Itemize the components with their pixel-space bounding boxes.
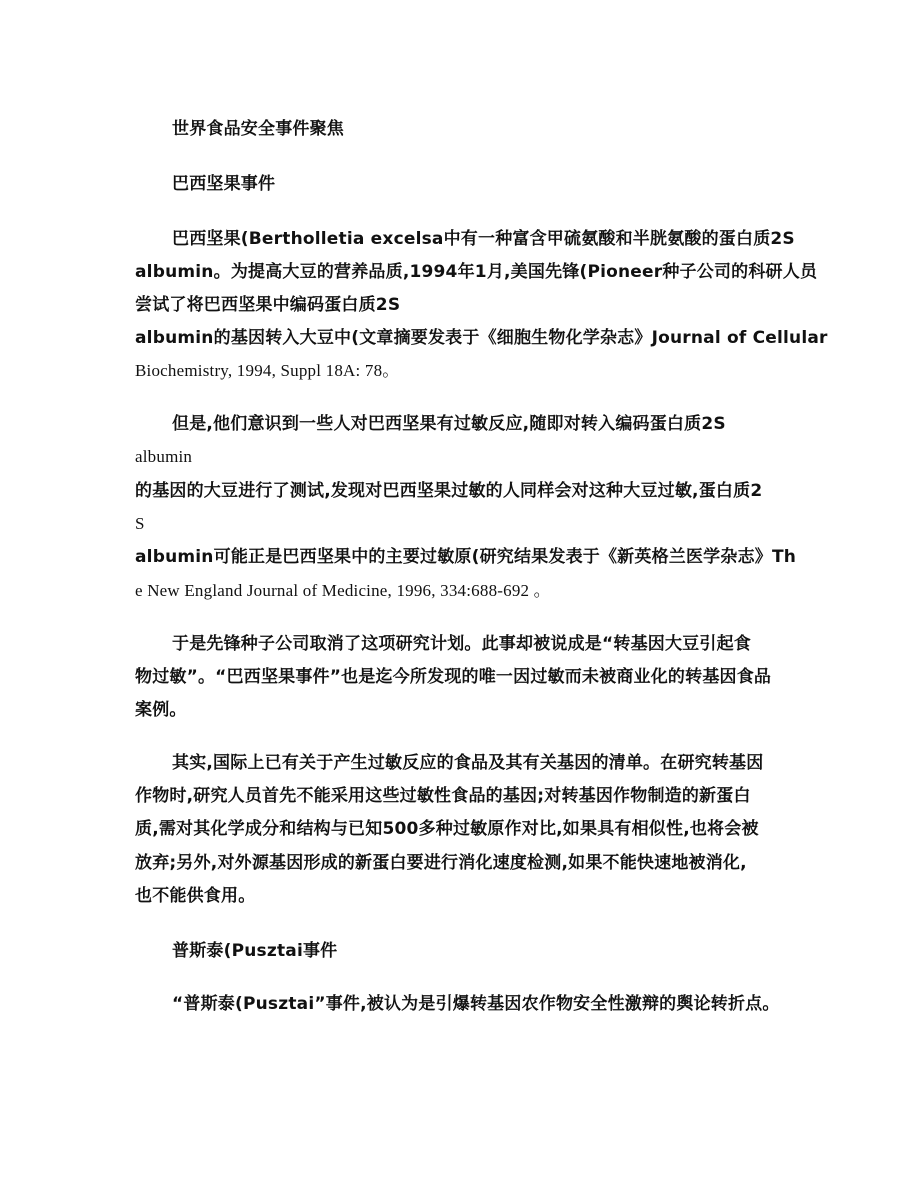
paragraph-line: 其实,国际上已有关于产生过敏反应的食品及其有关基因的清单。在研究转基因 [172, 753, 764, 773]
paragraph-line: e New England Journal of Medicine, 1996, 334:688-692 。 [135, 581, 551, 600]
document-heading: 世界食品安全事件聚焦 [172, 119, 344, 139]
paragraph-line: 也不能供食用。 [135, 886, 256, 906]
paragraph-line: 作物时,研究人员首先不能采用这些过敏性食品的基因;对转基因作物制造的新蛋白 [135, 786, 751, 806]
paragraph-line: Biochemistry, 1994, Suppl 18A: 78。 [135, 361, 400, 380]
paragraph-line: 质,需对其化学成分和结构与已知500多种过敏原作对比,如果具有相似性,也将会被 [135, 819, 759, 839]
paragraph-line: “普斯泰(Pusztai”事件,被认为是引爆转基因农作物安全性激辩的舆论转折点。 [172, 994, 780, 1014]
paragraph-line: S [135, 514, 145, 533]
paragraph-line: 但是,他们意识到一些人对巴西坚果有过敏反应,随即对转入编码蛋白质2S [172, 414, 726, 434]
paragraph-line: 尝试了将巴西坚果中编码蛋白质2S [135, 295, 401, 315]
paragraph-line: 巴西坚果(Bertholletia excelsa中有一种富含甲硫氨酸和半胱氨酸的蛋白质2S [172, 229, 795, 249]
paragraph-line: 案例。 [135, 700, 187, 720]
paragraph-line: 物过敏”。“巴西坚果事件”也是迄今所发现的唯一因过敏而未被商业化的转基因食品 [135, 667, 772, 687]
paragraph-line: albumin的基因转入大豆中(文章摘要发表于《细胞生物化学杂志》Journal of Cellular [135, 328, 828, 348]
paragraph-line: albumin。为提高大豆的营养品质,1994年1月,美国先锋(Pioneer种子公司的科研人员 [135, 262, 818, 282]
section-title-brazil-nut: 巴西坚果事件 [172, 174, 276, 194]
section-title-pusztai: 普斯泰(Pusztai事件 [172, 941, 338, 961]
paragraph-line: 放弃;另外,对外源基因形成的新蛋白要进行消化速度检测,如果不能快速地被消化, [135, 853, 747, 873]
paragraph-line: albumin可能正是巴西坚果中的主要过敏原(研究结果发表于《新英格兰医学杂志》Th [135, 547, 797, 567]
paragraph-line: 于是先锋种子公司取消了这项研究计划。此事却被说成是“转基因大豆引起食 [172, 634, 751, 654]
paragraph-line: albumin [135, 447, 193, 466]
paragraph-line: 的基因的大豆进行了测试,发现对巴西坚果过敏的人同样会对这种大豆过敏,蛋白质2 [135, 481, 763, 501]
